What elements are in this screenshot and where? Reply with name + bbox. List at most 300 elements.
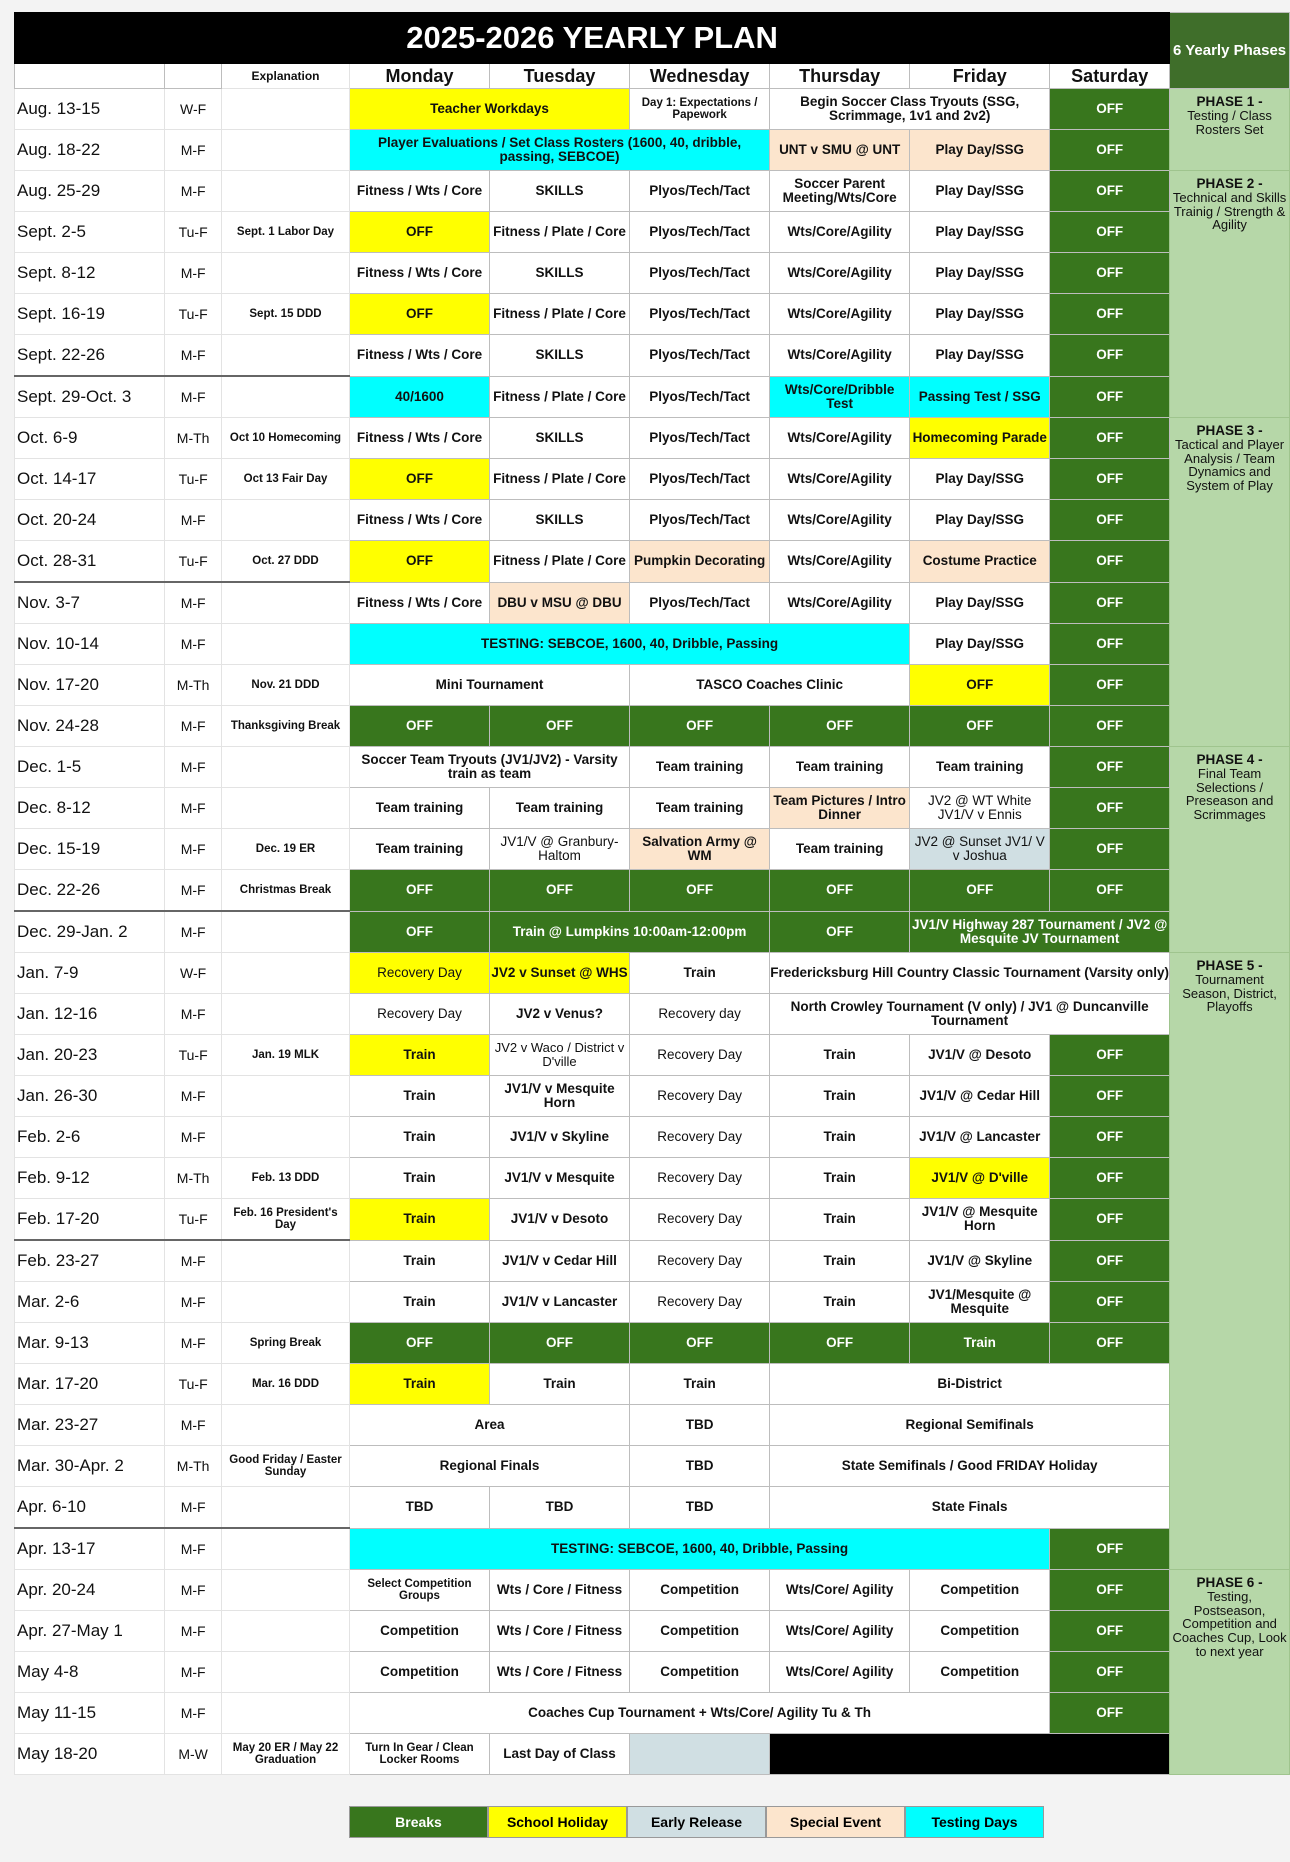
week-days: M-F <box>165 500 222 541</box>
schedule-cell: OFF <box>1050 418 1170 459</box>
schedule-cell: OFF <box>1050 1158 1170 1199</box>
week-date: Apr. 6-10 <box>15 1487 165 1529</box>
week-days: M-Th <box>165 665 222 706</box>
week-row <box>15 1570 1290 1611</box>
schedule-cell: Play Day/SSG <box>910 171 1050 212</box>
schedule-cell: Recovery Day <box>630 1240 770 1282</box>
schedule-cell: Train <box>770 1076 910 1117</box>
week-date: Mar. 17-20 <box>15 1364 165 1405</box>
schedule-cell: Competition <box>910 1652 1050 1693</box>
schedule-cell: OFF <box>1050 171 1170 212</box>
schedule-cell: OFF <box>1050 294 1170 335</box>
schedule-cell: Plyos/Tech/Tact <box>630 171 770 212</box>
week-explanation <box>222 335 350 377</box>
schedule-cell: Train <box>349 1240 489 1282</box>
schedule-cell: Train <box>630 1364 770 1405</box>
week-row <box>15 1158 1290 1199</box>
week-days: M-F <box>165 1652 222 1693</box>
schedule-cell: Mini Tournament <box>349 665 629 706</box>
phase-description: Testing, Postseason, Competition and Coaches Cup, Look to next year <box>1172 1589 1287 1659</box>
schedule-cell: OFF <box>349 294 489 335</box>
schedule-cell: Recovery Day <box>349 994 489 1035</box>
week-explanation <box>222 747 350 788</box>
schedule-cell: JV2 v Waco / District v D'ville <box>490 1035 630 1076</box>
week-explanation <box>222 788 350 829</box>
schedule-cell: Team training <box>770 747 910 788</box>
schedule-cell: Pumpkin Decorating <box>630 541 770 583</box>
schedule-cell: Plyos/Tech/Tact <box>630 500 770 541</box>
phase-cell <box>1170 747 1290 953</box>
week-days: Tu-F <box>165 294 222 335</box>
schedule-cell: Fitness / Wts / Core <box>349 253 489 294</box>
week-explanation <box>222 1117 350 1158</box>
schedule-cell: Fitness / Wts / Core <box>349 500 489 541</box>
week-days: Tu-F <box>165 459 222 500</box>
schedule-cell: OFF <box>1050 1611 1170 1652</box>
week-days: M-F <box>165 829 222 870</box>
week-date: Apr. 13-17 <box>15 1528 165 1570</box>
week-row <box>15 1240 1290 1282</box>
schedule-cell: JV1/V Highway 287 Tournament / JV2 @ Mesquite JV Tournament <box>910 911 1170 953</box>
schedule-cell: OFF <box>1050 376 1170 418</box>
schedule-cell: Competition <box>349 1611 489 1652</box>
schedule-cell: Wts/Core/Agility <box>770 335 910 377</box>
week-row <box>15 665 1290 706</box>
week-days: M-F <box>165 1282 222 1323</box>
schedule-cell: TBD <box>630 1405 770 1446</box>
schedule-cell: 40/1600 <box>349 376 489 418</box>
schedule-cell: SKILLS <box>490 500 630 541</box>
schedule-cell: Select Competition Groups <box>349 1570 489 1611</box>
schedule-cell: Play Day/SSG <box>910 212 1050 253</box>
schedule-cell: SKILLS <box>490 418 630 459</box>
header-thursday: Thursday <box>770 64 910 89</box>
week-days: M-F <box>165 706 222 747</box>
week-date: Nov. 10-14 <box>15 624 165 665</box>
week-date: Sept. 8-12 <box>15 253 165 294</box>
schedule-cell: Coaches Cup Tournament + Wts/Core/ Agility Tu & Th <box>349 1693 1049 1734</box>
schedule-cell: Train <box>349 1282 489 1323</box>
week-explanation <box>222 1076 350 1117</box>
schedule-cell: JV1/V v Cedar Hill <box>490 1240 630 1282</box>
week-explanation <box>222 171 350 212</box>
week-days: M-F <box>165 788 222 829</box>
schedule-cell: JV1/V v Mesquite Horn <box>490 1076 630 1117</box>
week-row <box>15 582 1290 624</box>
schedule-cell: Plyos/Tech/Tact <box>630 376 770 418</box>
schedule-cell: TASCO Coaches Clinic <box>630 665 910 706</box>
schedule-cell: Fitness / Wts / Core <box>349 418 489 459</box>
week-date: Oct. 14-17 <box>15 459 165 500</box>
week-explanation: Spring Break <box>222 1323 350 1364</box>
week-row <box>15 829 1290 870</box>
week-days: M-F <box>165 1570 222 1611</box>
schedule-cell: OFF <box>630 870 770 912</box>
week-days: M-F <box>165 1528 222 1570</box>
week-date: Dec. 29-Jan. 2 <box>15 911 165 953</box>
schedule-cell: OFF <box>1050 541 1170 583</box>
phase-cell <box>1170 418 1290 747</box>
schedule-cell: Teacher Workdays <box>349 89 629 130</box>
week-date: Jan. 7-9 <box>15 953 165 994</box>
schedule-cell: OFF <box>349 541 489 583</box>
week-row <box>15 1487 1290 1529</box>
legend-item: School Holiday <box>488 1806 627 1838</box>
phase-title: PHASE 6 - <box>1196 1575 1263 1590</box>
week-explanation <box>222 500 350 541</box>
header-days <box>165 64 222 89</box>
week-row <box>15 788 1290 829</box>
schedule-cell: OFF <box>630 706 770 747</box>
schedule-cell: OFF <box>349 706 489 747</box>
schedule-cell: SKILLS <box>490 171 630 212</box>
week-row <box>15 418 1290 459</box>
week-days: M-Th <box>165 1158 222 1199</box>
week-row <box>15 870 1290 912</box>
week-explanation <box>222 1240 350 1282</box>
week-days: M-F <box>165 130 222 171</box>
yearly-plan-sheet <box>14 12 1290 1775</box>
week-row <box>15 911 1290 953</box>
schedule-cell: Plyos/Tech/Tact <box>630 459 770 500</box>
week-date: Dec. 8-12 <box>15 788 165 829</box>
schedule-cell: Wts/Core/Agility <box>770 253 910 294</box>
phase-title: PHASE 3 - <box>1196 423 1263 438</box>
schedule-cell: Costume Practice <box>910 541 1050 583</box>
week-days: M-F <box>165 994 222 1035</box>
week-days: M-F <box>165 747 222 788</box>
schedule-cell: Plyos/Tech/Tact <box>630 418 770 459</box>
schedule-cell: OFF <box>1050 747 1170 788</box>
schedule-cell: Turn In Gear / Clean Locker Rooms <box>349 1734 489 1775</box>
schedule-cell: Plyos/Tech/Tact <box>630 253 770 294</box>
schedule-cell: JV2 v Venus? <box>490 994 630 1035</box>
week-date: Aug. 25-29 <box>15 171 165 212</box>
week-days: W-F <box>165 953 222 994</box>
week-explanation: Thanksgiving Break <box>222 706 350 747</box>
week-row <box>15 376 1290 418</box>
schedule-cell: OFF <box>490 870 630 912</box>
week-explanation: Christmas Break <box>222 870 350 912</box>
schedule-cell: OFF <box>1050 829 1170 870</box>
schedule-cell: Train @ Lumpkins 10:00am-12:00pm <box>490 911 770 953</box>
week-explanation <box>222 1652 350 1693</box>
schedule-cell: SKILLS <box>490 335 630 377</box>
week-explanation: Oct. 27 DDD <box>222 541 350 583</box>
header-wednesday: Wednesday <box>630 64 770 89</box>
week-days: Tu-F <box>165 1199 222 1241</box>
header-date <box>15 64 165 89</box>
schedule-cell: OFF <box>349 212 489 253</box>
schedule-cell: Train <box>349 1035 489 1076</box>
schedule-cell: Salvation Army @ WM <box>630 829 770 870</box>
schedule-cell: OFF <box>1050 1323 1170 1364</box>
week-row <box>15 212 1290 253</box>
schedule-cell: Fitness / Wts / Core <box>349 582 489 624</box>
schedule-cell: Train <box>770 1240 910 1282</box>
phase-title: PHASE 1 - <box>1196 94 1263 109</box>
week-explanation <box>222 953 350 994</box>
week-days: M-F <box>165 376 222 418</box>
week-explanation <box>222 582 350 624</box>
week-days: M-F <box>165 1323 222 1364</box>
schedule-cell: OFF <box>1050 335 1170 377</box>
week-explanation <box>222 1528 350 1570</box>
week-days: M-W <box>165 1734 222 1775</box>
schedule-cell: Train <box>770 1282 910 1323</box>
week-days: Tu-F <box>165 1035 222 1076</box>
schedule-cell: Train <box>770 1158 910 1199</box>
schedule-cell: JV1/V v Mesquite <box>490 1158 630 1199</box>
schedule-cell: OFF <box>490 1323 630 1364</box>
schedule-cell: JV1/Mesquite @ Mesquite <box>910 1282 1050 1323</box>
schedule-cell: OFF <box>1050 1693 1170 1734</box>
schedule-cell: Team training <box>630 788 770 829</box>
week-days: M-F <box>165 624 222 665</box>
schedule-cell: Train <box>910 1323 1050 1364</box>
week-date: Nov. 17-20 <box>15 665 165 706</box>
schedule-cell: OFF <box>910 665 1050 706</box>
schedule-cell: JV2 v Sunset @ WHS <box>490 953 630 994</box>
week-explanation: Sept. 1 Labor Day <box>222 212 350 253</box>
week-row <box>15 1528 1290 1570</box>
week-row <box>15 541 1290 583</box>
week-row <box>15 747 1290 788</box>
header-friday: Friday <box>910 64 1050 89</box>
week-explanation <box>222 253 350 294</box>
schedule-cell: Fitness / Plate / Core <box>490 541 630 583</box>
week-row <box>15 294 1290 335</box>
header-saturday: Saturday <box>1050 64 1170 89</box>
week-date: Aug. 18-22 <box>15 130 165 171</box>
week-days: M-F <box>165 1487 222 1529</box>
schedule-cell: Team training <box>630 747 770 788</box>
schedule-cell: OFF <box>1050 1528 1170 1570</box>
week-row <box>15 1611 1290 1652</box>
week-explanation: Feb. 16 President's Day <box>222 1199 350 1241</box>
schedule-cell: JV1/V @ Desoto <box>910 1035 1050 1076</box>
schedule-cell: Recovery Day <box>630 1076 770 1117</box>
schedule-cell: Play Day/SSG <box>910 459 1050 500</box>
week-explanation: Good Friday / Easter Sunday <box>222 1446 350 1487</box>
week-date: Feb. 17-20 <box>15 1199 165 1241</box>
schedule-cell: JV1/V @ Skyline <box>910 1240 1050 1282</box>
week-date: Apr. 20-24 <box>15 1570 165 1611</box>
schedule-cell: Recovery Day <box>630 1199 770 1241</box>
schedule-cell <box>630 1734 770 1775</box>
phases-header: 6 Yearly Phases <box>1170 13 1290 89</box>
week-explanation: May 20 ER / May 22 Graduation <box>222 1734 350 1775</box>
schedule-cell: Player Evaluations / Set Class Rosters (1600, 40, dribble, passing, SEBCOE) <box>349 130 769 171</box>
legend-item: Testing Days <box>905 1806 1044 1838</box>
schedule-cell: Team training <box>349 788 489 829</box>
schedule-cell: Train <box>770 1199 910 1241</box>
schedule-cell: TESTING: SEBCOE, 1600, 40, Dribble, Passing <box>349 624 909 665</box>
week-date: Feb. 2-6 <box>15 1117 165 1158</box>
phase-description: Technical and Skills Trainig / Strength & Agility <box>1172 190 1287 233</box>
schedule-cell: State Finals <box>770 1487 1170 1529</box>
week-date: Aug. 13-15 <box>15 89 165 130</box>
week-date: May 18-20 <box>15 1734 165 1775</box>
week-row <box>15 89 1290 130</box>
schedule-cell: OFF <box>630 1323 770 1364</box>
schedule-cell: Train <box>770 1117 910 1158</box>
schedule-cell: Competition <box>910 1611 1050 1652</box>
schedule-cell: Train <box>349 1076 489 1117</box>
week-row <box>15 171 1290 212</box>
week-date: Apr. 27-May 1 <box>15 1611 165 1652</box>
week-date: Dec. 15-19 <box>15 829 165 870</box>
week-date: Dec. 22-26 <box>15 870 165 912</box>
schedule-cell: Train <box>349 1364 489 1405</box>
schedule-cell: Team training <box>910 747 1050 788</box>
schedule-cell: Day 1: Expectations / Papework <box>630 89 770 130</box>
legend-item: Special Event <box>766 1806 905 1838</box>
week-row <box>15 253 1290 294</box>
schedule-cell: OFF <box>1050 1570 1170 1611</box>
week-days: M-F <box>165 582 222 624</box>
schedule-cell: OFF <box>1050 459 1170 500</box>
week-days: M-F <box>165 1240 222 1282</box>
week-explanation <box>222 911 350 953</box>
week-row <box>15 1446 1290 1487</box>
schedule-cell: Fitness / Wts / Core <box>349 335 489 377</box>
week-date: Mar. 9-13 <box>15 1323 165 1364</box>
schedule-cell: Competition <box>630 1611 770 1652</box>
schedule-cell: OFF <box>1050 500 1170 541</box>
week-explanation <box>222 130 350 171</box>
schedule-cell: Soccer Parent Meeting/Wts/Core <box>770 171 910 212</box>
schedule-cell: Homecoming Parade <box>910 418 1050 459</box>
week-days: M-F <box>165 335 222 377</box>
week-explanation: Dec. 19 ER <box>222 829 350 870</box>
schedule-cell: Fitness / Plate / Core <box>490 376 630 418</box>
schedule-cell: TBD <box>349 1487 489 1529</box>
schedule-cell: Train <box>770 1035 910 1076</box>
schedule-cell: Train <box>630 953 770 994</box>
schedule-cell: OFF <box>910 870 1050 912</box>
schedule-cell: JV1/V v Desoto <box>490 1199 630 1241</box>
schedule-cell: Competition <box>630 1570 770 1611</box>
schedule-cell: Fitness / Plate / Core <box>490 459 630 500</box>
week-row <box>15 1199 1290 1241</box>
week-date: Jan. 12-16 <box>15 994 165 1035</box>
week-date: Mar. 2-6 <box>15 1282 165 1323</box>
legend-item: Breaks <box>349 1806 488 1838</box>
week-row <box>15 1035 1290 1076</box>
schedule-cell: Train <box>349 1199 489 1241</box>
schedule-cell: Regional Finals <box>349 1446 629 1487</box>
schedule-cell: Wts/Core/Agility <box>770 541 910 583</box>
schedule-cell: Train <box>349 1117 489 1158</box>
week-explanation <box>222 624 350 665</box>
week-date: Feb. 9-12 <box>15 1158 165 1199</box>
week-days: M-Th <box>165 418 222 459</box>
week-row <box>15 459 1290 500</box>
week-date: Jan. 20-23 <box>15 1035 165 1076</box>
week-date: May 4-8 <box>15 1652 165 1693</box>
week-date: Oct. 6-9 <box>15 418 165 459</box>
header-tuesday: Tuesday <box>490 64 630 89</box>
schedule-cell: Area <box>349 1405 629 1446</box>
week-days: Tu-F <box>165 541 222 583</box>
schedule-cell: Wts/Core/Agility <box>770 582 910 624</box>
schedule-cell: Plyos/Tech/Tact <box>630 335 770 377</box>
legend <box>349 1806 1044 1838</box>
week-date: Sept. 22-26 <box>15 335 165 377</box>
schedule-cell: North Crowley Tournament (V only) / JV1 @ Duncanville Tournament <box>770 994 1170 1035</box>
header-monday: Monday <box>349 64 489 89</box>
week-explanation <box>222 1487 350 1529</box>
schedule-cell: OFF <box>1050 706 1170 747</box>
schedule-cell: Recovery Day <box>630 1282 770 1323</box>
schedule-cell: Wts/Core/Dribble Test <box>770 376 910 418</box>
week-row <box>15 1117 1290 1158</box>
week-explanation <box>222 1570 350 1611</box>
week-days: M-F <box>165 1693 222 1734</box>
phase-cell <box>1170 171 1290 418</box>
week-date: Mar. 23-27 <box>15 1405 165 1446</box>
schedule-cell: JV2 @ WT White JV1/V v Ennis <box>910 788 1050 829</box>
schedule-cell: UNT v SMU @ UNT <box>770 130 910 171</box>
schedule-cell: Competition <box>910 1570 1050 1611</box>
schedule-cell: JV1/V @ Granbury-Haltom <box>490 829 630 870</box>
phase-description: Testing / Class Rosters Set <box>1187 108 1272 137</box>
week-row <box>15 1693 1290 1734</box>
schedule-cell: JV1/V @ Lancaster <box>910 1117 1050 1158</box>
schedule-cell: Fitness / Plate / Core <box>490 212 630 253</box>
schedule-cell: Team training <box>349 829 489 870</box>
week-days: W-F <box>165 89 222 130</box>
schedule-cell: JV1/V v Skyline <box>490 1117 630 1158</box>
schedule-cell: Team training <box>490 788 630 829</box>
week-date: Mar. 30-Apr. 2 <box>15 1446 165 1487</box>
week-days: M-Th <box>165 1446 222 1487</box>
week-explanation: Mar. 16 DDD <box>222 1364 350 1405</box>
week-date: Sept. 16-19 <box>15 294 165 335</box>
schedule-cell: OFF <box>1050 1282 1170 1323</box>
week-row <box>15 1652 1290 1693</box>
week-days: M-F <box>165 1611 222 1652</box>
schedule-cell: Wts/Core/Agility <box>770 459 910 500</box>
schedule-cell: Fitness / Wts / Core <box>349 171 489 212</box>
schedule-cell: OFF <box>1050 1240 1170 1282</box>
schedule-cell: OFF <box>1050 788 1170 829</box>
week-date: Jan. 26-30 <box>15 1076 165 1117</box>
schedule-cell: Recovery Day <box>630 1117 770 1158</box>
week-date: Sept. 29-Oct. 3 <box>15 376 165 418</box>
schedule-cell: OFF <box>349 459 489 500</box>
schedule-cell <box>770 1734 1170 1775</box>
week-explanation <box>222 376 350 418</box>
schedule-cell: Team Pictures / Intro Dinner <box>770 788 910 829</box>
schedule-cell: Wts/Core/Agility <box>770 500 910 541</box>
schedule-cell: JV1/V @ D'ville <box>910 1158 1050 1199</box>
schedule-cell: Wts/Core/ Agility <box>770 1652 910 1693</box>
week-explanation <box>222 89 350 130</box>
schedule-cell: DBU v MSU @ DBU <box>490 582 630 624</box>
schedule-cell: JV1/V @ Cedar Hill <box>910 1076 1050 1117</box>
week-date: Nov. 3-7 <box>15 582 165 624</box>
phase-title: PHASE 5 - <box>1196 958 1263 973</box>
schedule-cell: OFF <box>770 911 910 953</box>
schedule-cell: TBD <box>630 1446 770 1487</box>
schedule-cell: OFF <box>490 706 630 747</box>
schedule-cell: Competition <box>630 1652 770 1693</box>
week-days: Tu-F <box>165 212 222 253</box>
schedule-cell: OFF <box>1050 130 1170 171</box>
week-row <box>15 1323 1290 1364</box>
